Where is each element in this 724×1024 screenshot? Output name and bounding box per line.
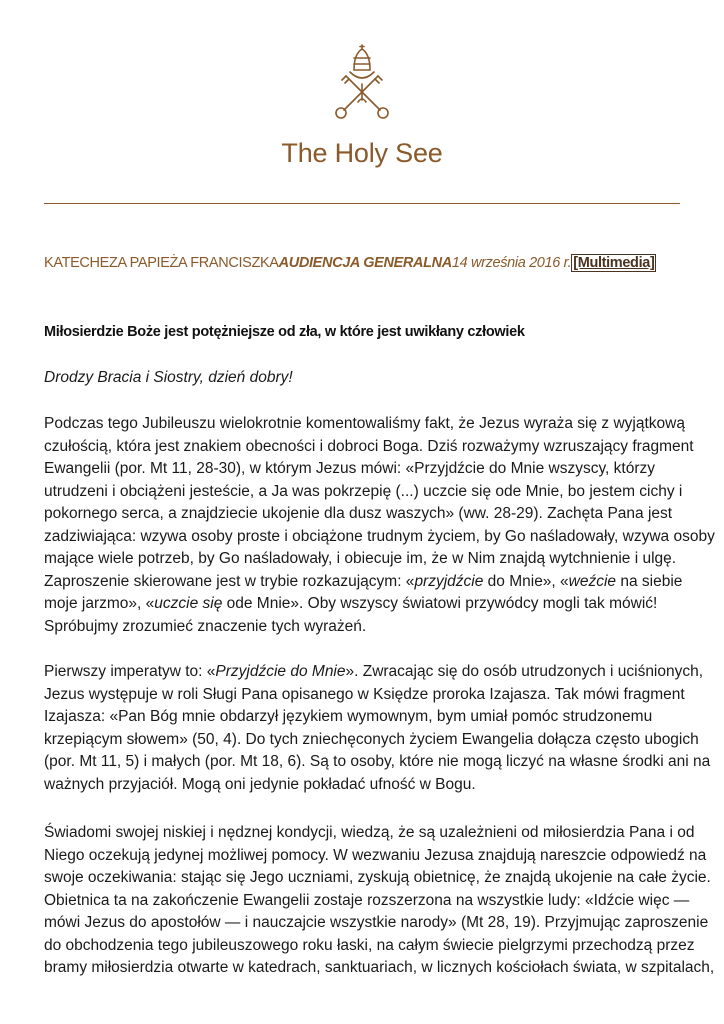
text-line: Izajasza: «Pan Bóg mnie obdarzył językiem wymownym, bym umiał pomóc strudzonemu (44, 708, 653, 725)
text-span: ». Zwracając się do osób utrudzonych i uciśnionych, (345, 663, 704, 680)
paragraph-2 (44, 661, 711, 796)
multimedia-link[interactable]: [Multimedia] (573, 255, 655, 271)
text-line: Spróbujmy zrozumieć znaczenie tych wyrażeń. (44, 617, 367, 635)
text-line: (por. Mt 11, 5) i małych (por. Mt 18, 6). Są to osoby, które nie mogą liczyć na własne środki ani na (44, 753, 711, 770)
site-title[interactable]: The Holy See (281, 138, 443, 168)
text-line: czułością, która jest znakiem obecności i dobroci Boga. Dziś rozważymy wzruszający fragment (44, 437, 694, 455)
papal-coat-of-arms-icon (320, 40, 404, 124)
text-line: Świadomi swojej niskiej i nędznej kondycji, wiedzą, że są uzależnieni od miłosierdzia Pana i od (44, 824, 695, 841)
text-line: Niego oczekują jedynej możliwej pomocy. W wezwaniu Jezusa znajdują nareszcie odpowiedź na (44, 846, 707, 864)
paragraph-1 (44, 413, 715, 638)
text-line: Ewangelii (por. Mt 11, 28-30), w którym Jezus mówi: «Przyjdźcie do Mnie wszyscy, którzy (44, 460, 656, 477)
text-line: pokornego serca, a znajdziecie ukojenie dla dusz waszych» (ww. 28-29). Zachęta Pana jest (44, 505, 673, 522)
text-line: utrudzeni i obciążeni jesteście, a Ja was pokrzepię (...) uczcie się ode Mnie, bo jestem cichy i (44, 482, 683, 500)
text-line (44, 593, 704, 616)
text-line: mówi Jezus do apostołów — i nauczajcie wszystkie narody» (Mt 28, 19). Przyjmując zaproszenie (44, 914, 709, 931)
text-line: bramy miłosierdzia otwarte w katedrach, sanktuariach, w licznych kościołach świata, w szpitalach, (44, 959, 715, 976)
text-line (44, 661, 704, 684)
text-line: zadziwiająca: wzywa osoby proste i obciążone trudnym życiem, by Go naśladowały, wzywa osoby (44, 527, 715, 545)
paragraph-3 (44, 822, 715, 980)
text-line: ważnych przyjaciół. Mogą oni jedynie pokładać ufność w Bogu. (44, 775, 476, 793)
text-line: do obchodzenia tego jubileuszowego roku łaski, na całym świecie pielgrzymi przechodzą przez (44, 936, 695, 954)
text-span: ode Mnie». Oby wszyscy światowi przywódcy mogli tak mówić! (222, 595, 658, 612)
date-label: 14 września 2016 r. (451, 255, 572, 271)
article-heading: Miłosierdzie Boże jest potężniejsze od zła, w które jest uwikłany człowiek (44, 324, 525, 340)
text-line (44, 571, 704, 594)
text-line: Podczas tego Jubileuszu wielokrotnie komentowaliśmy fakt, że Jezus wyraża się z wyjątkową (44, 415, 685, 432)
text-span: do Mnie», « (483, 572, 569, 590)
document-meta (44, 255, 694, 271)
text-span: Zaproszenie skierowane jest w trybie rozkazującym: « (44, 572, 415, 590)
emphasis-text: Przyjdźcie do Mnie (215, 663, 346, 680)
text-line: Jezus występuje w roli Sługi Pana opisanego w Księdze proroka Izajasza. Tak mówi fragment (44, 685, 685, 703)
header-divider (44, 203, 680, 204)
article-greeting: Drodzy Bracia i Siostry, dzień dobry! (44, 369, 293, 386)
text-span: moje jarzmo», « (44, 595, 155, 612)
text-span: na siebie (616, 572, 683, 590)
category-label: KATECHEZA PAPIEŻA FRANCISZKA (44, 255, 279, 271)
text-line: krzepiącym słowem» (50, 4). Do tych zniechęconych życiem Ewangelia dołącza często ubogich (44, 730, 699, 748)
text-line: Obietnica ta na zakończenie Ewangelii zostaje rozszerzona na wszystkie ludy: «Idźcie więc — (44, 891, 690, 909)
text-line: mające wiele potrzeb, by Go naśladowały, i obiecuje im, że w Nim znajdą wytchnienie i ulgę. (44, 550, 677, 567)
emphasis-text: uczcie się (154, 595, 223, 612)
emphasis-text: przyjdźcie (414, 572, 484, 590)
text-span: Pierwszy imperatyw to: « (44, 663, 216, 680)
audience-label: AUDIENCJA GENERALNA (278, 255, 452, 271)
text-line: swoje oczekiwania: stając się Jego uczniami, zyskują obietnicę, że znajdą ukojenie na całe życie. (44, 869, 711, 886)
emphasis-text: weźcie (568, 572, 617, 590)
